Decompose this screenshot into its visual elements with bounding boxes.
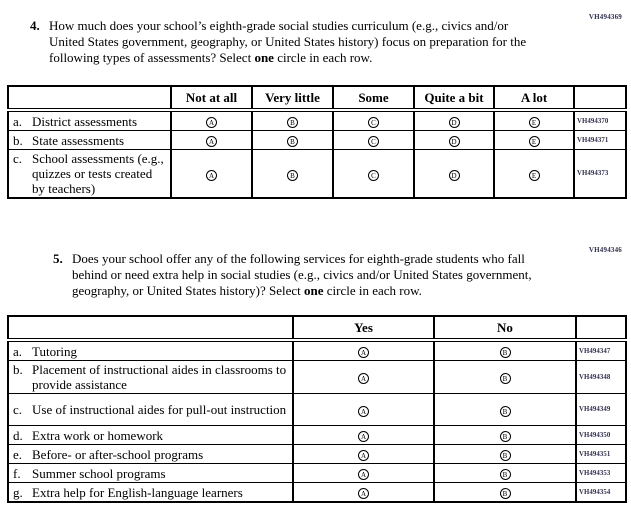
answer-circle[interactable]: E [529,136,540,147]
row-vh-code: VH494351 [576,445,626,464]
question4-text-before: How much does your school’s eighth-grade social studies curriculum (e.g., civics and/or United States government, geography, or United States history) focus on preparation for the following types of assessments? Select [49,18,527,65]
answer-circle[interactable]: A [358,347,369,358]
answer-circle[interactable]: A [358,488,369,499]
answer-circle[interactable]: A [358,373,369,384]
q5-row-d-label-cell [8,426,293,445]
q4-row-c-label-cell [8,150,171,199]
answer-circle[interactable]: C [368,117,379,128]
row-vh-code: VH494348 [576,361,626,394]
answer-circle[interactable]: B [500,347,511,358]
answer-circle[interactable]: B [287,136,298,147]
row-vh-code: VH494373 [574,150,626,199]
question4-text-block [30,18,544,66]
row-label: State assessments [32,132,125,148]
answer-circle[interactable]: B [500,406,511,417]
row-label: Use of instructional aides for pull-out instruction [32,402,287,417]
answer-circle[interactable]: B [500,373,511,384]
q5-row-f-cell-yes [293,464,434,483]
q4-row-b-cell-a-lot [494,131,574,150]
q5-row-e-label-cell [8,445,293,464]
q4-row-c-cell-very-little [252,150,333,199]
row-vh-code: VH494349 [576,394,626,426]
question5-text-block [53,251,553,299]
q5-row-d-cell-yes [293,426,434,445]
answer-circle[interactable]: B [287,170,298,181]
q4-row-a-cell-some [333,110,414,131]
table-row [8,445,626,464]
q4-row-a-label-cell [8,110,171,131]
row-label: Extra help for English-language learners [32,484,243,500]
q5-row-f-label-cell [8,464,293,483]
q5-row-e-cell-no [434,445,576,464]
row-label: Extra work or homework [32,427,164,443]
row-label: Tutoring [32,343,78,359]
q5-header-empty [8,316,293,340]
row-label: Summer school programs [32,465,166,481]
q5-row-c-cell-yes [293,394,434,426]
question4-text [49,18,544,66]
q4-row-b-label-cell [8,131,171,150]
question4-header-row [8,86,626,110]
q5-row-b-cell-no [434,361,576,394]
answer-circle[interactable]: B [500,469,511,480]
table-row [8,394,626,426]
answer-circle[interactable]: A [206,136,217,147]
table-row [8,426,626,445]
q5-row-g-cell-yes [293,483,434,503]
row-vh-code: VH494353 [576,464,626,483]
q5-header-yes: Yes [293,316,434,340]
q5-row-a-label-cell [8,340,293,361]
q4-row-b-cell-quite-a-bit [414,131,494,150]
row-label: School assessments (e.g., quizzes or tests created by teachers) [32,151,164,196]
answer-circle[interactable]: D [449,170,460,181]
answer-circle[interactable]: E [529,170,540,181]
answer-circle[interactable]: A [358,469,369,480]
q5-row-f-cell-no [434,464,576,483]
q4-header-a-lot: A lot [494,86,574,110]
q4-row-a-cell-very-little [252,110,333,131]
q5-row-b-cell-yes [293,361,434,394]
table-row [8,150,626,199]
q4-row-b-cell-not-at-all [171,131,252,150]
row-label: District assessments [32,113,138,129]
row-prefix: e. [13,446,23,462]
answer-circle[interactable]: B [500,450,511,461]
q5-row-d-cell-no [434,426,576,445]
q4-row-c-cell-some [333,150,414,199]
q5-row-e-cell-yes [293,445,434,464]
answer-circle[interactable]: E [529,117,540,128]
row-vh-code: VH494350 [576,426,626,445]
answer-circle[interactable]: C [368,136,379,147]
q4-row-a-cell-a-lot [494,110,574,131]
q5-row-a-cell-no [434,340,576,361]
answer-circle[interactable]: A [206,117,217,128]
question4-table [7,85,627,199]
question5-text-before: Does your school offer any of the following services for eighth-grade students who fall behind or need extra help in social studies (e.g., civics and/or United States government, geography, or United States history)? Select [72,251,532,298]
row-prefix: f. [13,465,21,481]
answer-circle[interactable]: D [449,117,460,128]
q5-header-code-empty [576,316,626,340]
row-prefix: c. [13,402,23,417]
answer-circle[interactable]: B [287,117,298,128]
table-row [8,464,626,483]
table-row [8,340,626,361]
q4-row-a-cell-not-at-all [171,110,252,131]
row-prefix: b. [13,362,23,377]
q4-row-c-cell-quite-a-bit [414,150,494,199]
answer-circle[interactable]: A [206,170,217,181]
question4-number: 4. [30,18,40,33]
q5-row-a-cell-yes [293,340,434,361]
row-prefix: d. [13,427,23,443]
answer-circle[interactable]: C [368,170,379,181]
q4-row-b-cell-some [333,131,414,150]
row-prefix: a. [13,343,23,359]
question4-bold-word: one [254,50,274,65]
table-row [8,483,626,503]
answer-circle[interactable]: A [358,450,369,461]
question5-bold-word: one [304,283,324,298]
q4-header-code-empty [574,86,626,110]
table-row [8,110,626,131]
q4-header-some: Some [333,86,414,110]
q4-header-very-little: Very little [252,86,333,110]
question5-number: 5. [53,251,63,266]
row-prefix: a. [13,113,23,129]
row-prefix: b. [13,132,23,148]
q4-row-c-cell-a-lot [494,150,574,199]
question5-header-row [8,316,626,340]
answer-circle[interactable]: A [358,431,369,442]
row-vh-code: VH494371 [574,131,626,150]
q5-row-c-cell-no [434,394,576,426]
q5-row-c-label-cell [8,394,293,426]
q4-header-not-at-all: Not at all [171,86,252,110]
question5-vh-code: VH494346 [588,246,622,254]
question5-table [7,315,627,503]
answer-circle[interactable]: D [449,136,460,147]
row-vh-code: VH494370 [574,110,626,131]
q4-row-a-cell-quite-a-bit [414,110,494,131]
q4-row-b-cell-very-little [252,131,333,150]
question4-vh-code: VH494369 [588,13,622,21]
row-vh-code: VH494347 [576,340,626,361]
q5-row-g-cell-no [434,483,576,503]
q5-row-g-label-cell [8,483,293,503]
question4-text-after: circle in each row. [273,50,373,65]
q5-header-no: No [434,316,576,340]
table-row [8,361,626,394]
question5-text-after: circle in each row. [323,283,422,298]
q5-row-b-label-cell [8,361,293,394]
row-label: Before- or after-school programs [32,446,204,462]
q4-header-quite-a-bit: Quite a bit [414,86,494,110]
row-prefix: g. [13,484,23,500]
table-row [8,131,626,150]
answer-circle[interactable]: B [500,431,511,442]
q4-header-empty [8,86,171,110]
row-label: Placement of instructional aides in classrooms to provide assistance [32,362,287,392]
answer-circle[interactable]: B [500,488,511,499]
row-vh-code: VH494354 [576,483,626,503]
question5-text [72,251,553,299]
row-prefix: c. [13,151,23,166]
answer-circle[interactable]: A [358,406,369,417]
q4-row-c-cell-not-at-all [171,150,252,199]
